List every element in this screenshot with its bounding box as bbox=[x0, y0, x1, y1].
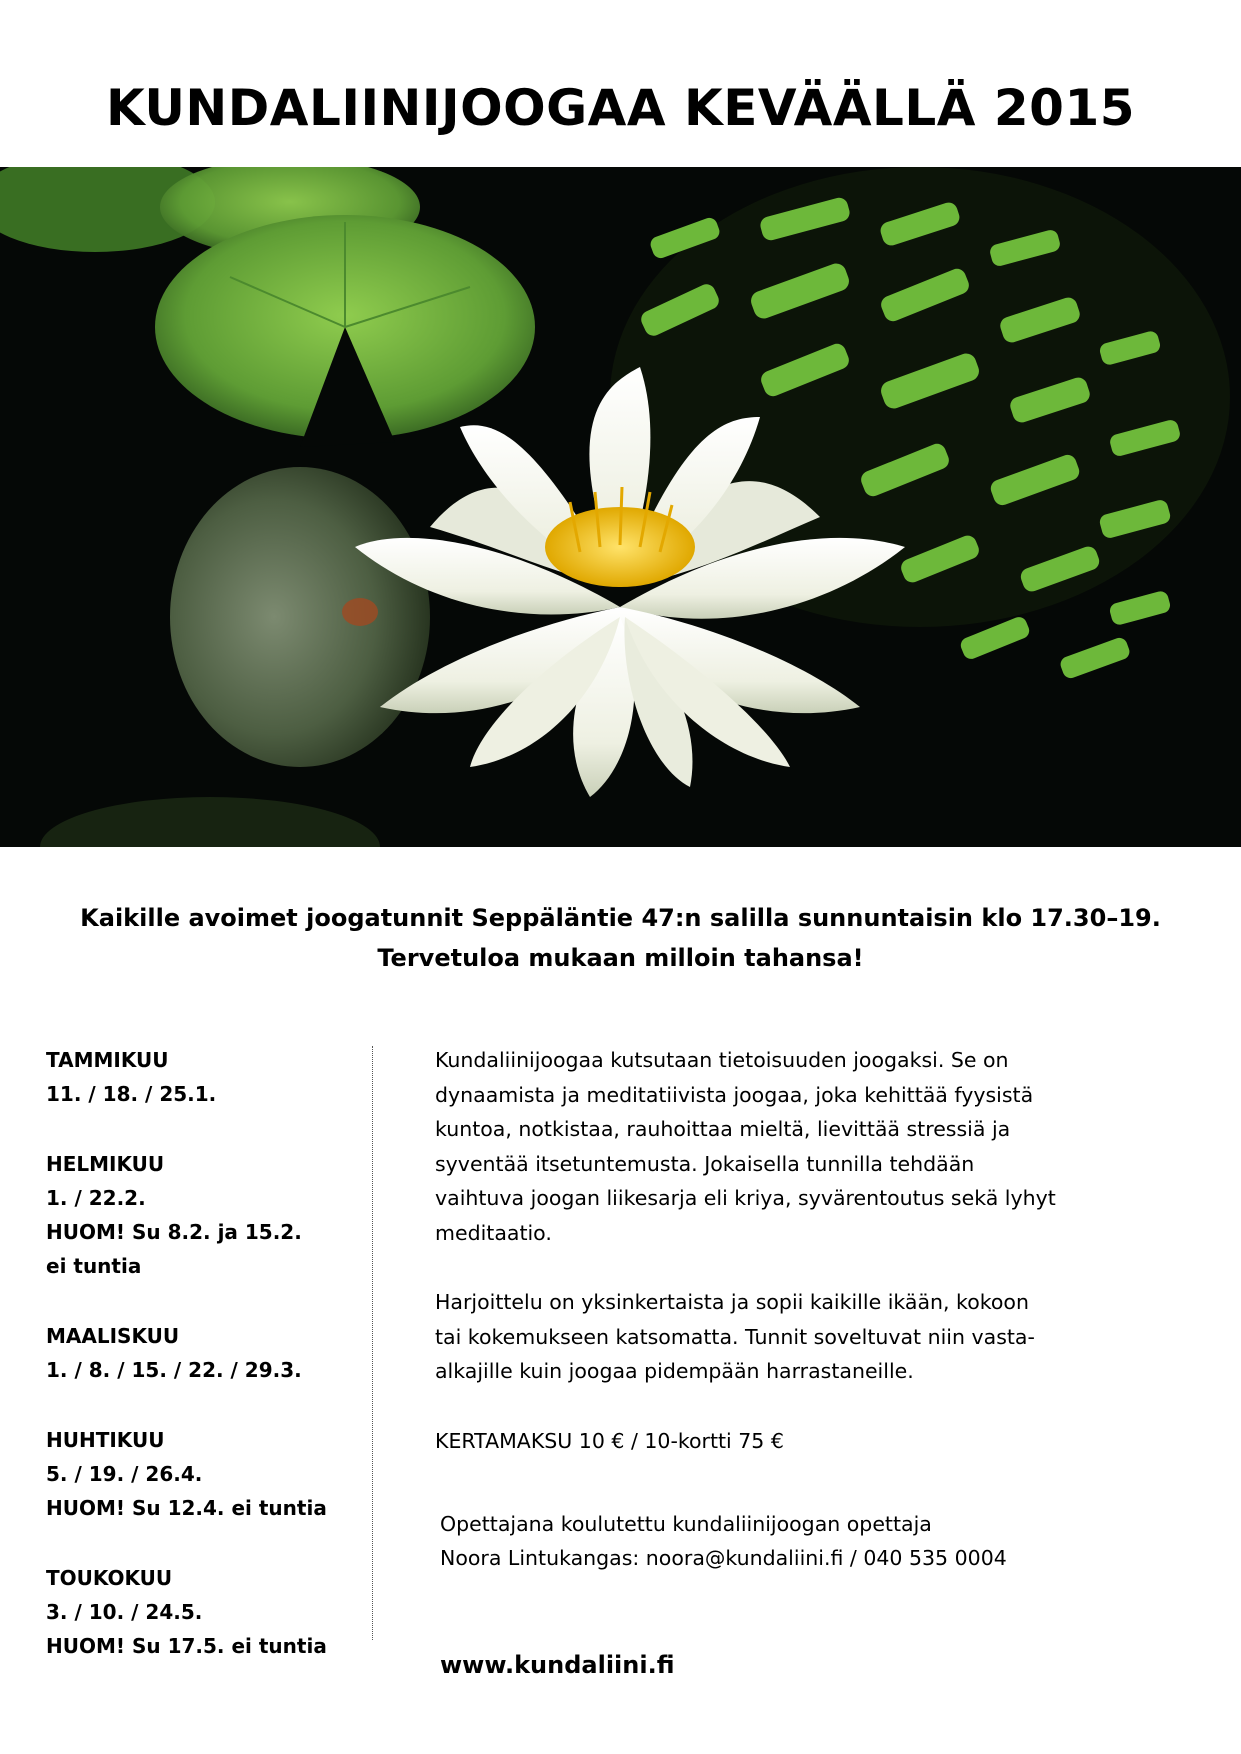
description-paragraph bbox=[435, 1043, 1175, 1250]
suitability-paragraph bbox=[435, 1285, 1175, 1389]
month-note: ei tuntia bbox=[46, 1254, 142, 1278]
lily-pad-grey bbox=[170, 467, 430, 767]
intro-text bbox=[0, 898, 1241, 978]
month-dates: 1. / 8. / 15. / 22. / 29.3. bbox=[46, 1358, 302, 1382]
column-divider bbox=[372, 1046, 373, 1640]
text-line: alkajille kuin joogaa pidempään harrastaneille. bbox=[435, 1359, 914, 1383]
text-line: tai kokemukseen katsomatta. Tunnit soveltuvat niin vasta- bbox=[435, 1324, 1035, 1349]
month-heading: MAALISKUU bbox=[46, 1324, 180, 1348]
month-heading: HUHTIKUU bbox=[46, 1428, 165, 1452]
month-note: HUOM! Su 8.2. ja 15.2. bbox=[46, 1220, 302, 1244]
schedule-may bbox=[46, 1561, 366, 1663]
water-lily-photo bbox=[0, 167, 1241, 847]
month-dates: 11. / 18. / 25.1. bbox=[46, 1082, 217, 1106]
month-note: HUOM! Su 17.5. ei tuntia bbox=[46, 1634, 327, 1658]
text-line: dynaamista ja meditatiivista joogaa, joka kehittää fyysistä bbox=[435, 1082, 1034, 1107]
page-title: KUNDALIINIJOOGAA KEVÄÄLLÄ 2015 bbox=[105, 79, 1136, 137]
month-dates: 3. / 10. / 24.5. bbox=[46, 1600, 203, 1624]
month-heading: HELMIKUU bbox=[46, 1152, 165, 1176]
text-line: kuntoa, notkistaa, rauhoittaa mieltä, lievittää stressiä ja bbox=[435, 1117, 1011, 1141]
text-line: Harjoittelu on yksinkertaista ja sopii kaikille ikään, kokoon bbox=[435, 1290, 1029, 1314]
month-dates: 1. / 22.2. bbox=[46, 1186, 146, 1210]
schedule-march bbox=[46, 1319, 366, 1387]
website-link[interactable]: www.kundaliini.fi bbox=[440, 1651, 675, 1679]
schedule-april bbox=[46, 1423, 366, 1525]
intro-line-welcome: Tervetuloa mukaan milloin tahansa! bbox=[377, 944, 864, 972]
text-line: Kundaliinijoogaa kutsutaan tietoisuuden joogaksi. Se on bbox=[435, 1048, 1009, 1072]
teacher-contact-details[interactable]: Noora Lintukangas: noora@kundaliini.fi / 040 535 0004 bbox=[440, 1546, 1007, 1570]
schedule-column bbox=[46, 1043, 366, 1699]
schedule-february bbox=[46, 1147, 366, 1283]
water-lily-illustration bbox=[0, 167, 1241, 847]
description-column bbox=[435, 1043, 1175, 1458]
teacher-contact bbox=[440, 1507, 1007, 1575]
intro-line-venue: Kaikille avoimet joogatunnit Seppäläntie 47:n salilla sunnuntaisin klo 17.30–19. bbox=[80, 904, 1161, 932]
text-line: vaihtuva joogan liikesarja eli kriya, syvärentoutus sekä lyhyt bbox=[435, 1186, 1056, 1210]
text-line: meditaatio. bbox=[435, 1220, 552, 1245]
month-dates: 5. / 19. / 26.4. bbox=[46, 1462, 203, 1486]
text-line: syventää itsetuntemusta. Jokaisella tunnilla tehdään bbox=[435, 1151, 975, 1176]
month-heading: TOUKOKUU bbox=[46, 1566, 173, 1590]
teacher-title: Opettajana koulutettu kundaliinijoogan opettaja bbox=[440, 1512, 932, 1536]
price-text: KERTAMAKSU 10 € / 10-kortti 75 € bbox=[435, 1428, 784, 1453]
month-heading: TAMMIKUU bbox=[46, 1048, 169, 1072]
month-note: HUOM! Su 12.4. ei tuntia bbox=[46, 1496, 327, 1520]
schedule-january bbox=[46, 1043, 366, 1111]
